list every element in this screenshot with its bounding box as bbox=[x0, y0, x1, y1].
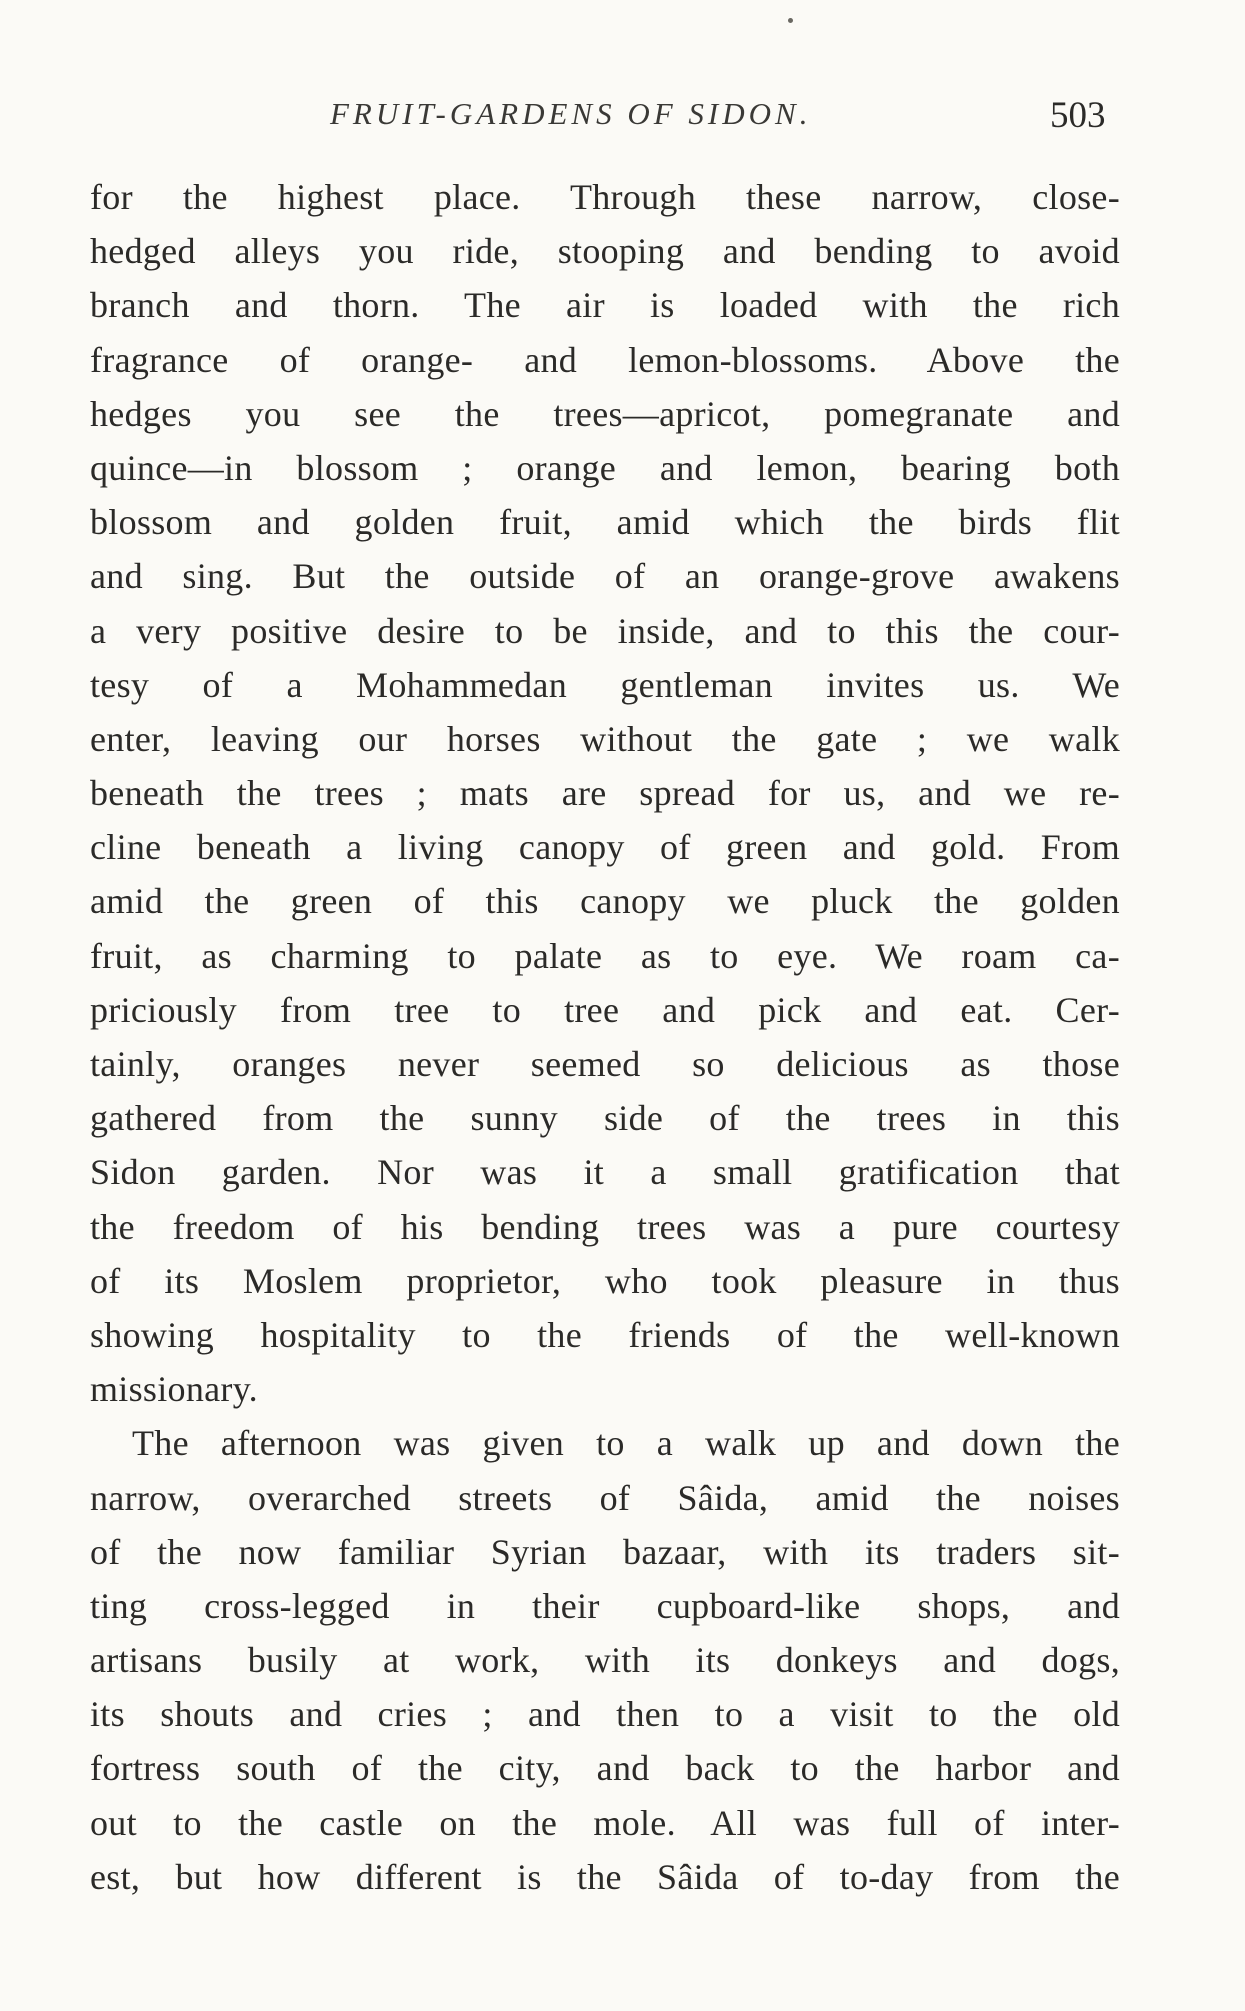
text-line: branch and thorn. The air is loaded with the rich bbox=[90, 285, 1120, 326]
paragraph-1 bbox=[90, 170, 1120, 1416]
text-line: fortress south of the city, and back to the harbor and bbox=[90, 1748, 1120, 1789]
text-line: showing hospitality to the friends of the well-known bbox=[90, 1314, 1120, 1355]
text-line: tesy of a Mohammedan gentleman invites us. We bbox=[90, 664, 1120, 705]
text-line: est, but how different is the Sâida of to-day from the bbox=[90, 1856, 1120, 1897]
text-line: narrow, overarched streets of Sâida, amid the noises bbox=[90, 1477, 1120, 1518]
text-line: cline beneath a living canopy of green and gold. From bbox=[90, 827, 1120, 868]
text-line: hedged alleys you ride, stooping and bending to avoid bbox=[90, 231, 1120, 272]
text-line: missionary. bbox=[90, 1369, 258, 1410]
text-line: ting cross-legged in their cupboard-like shops, and bbox=[90, 1585, 1120, 1626]
body-text bbox=[90, 170, 1120, 1904]
text-line: The afternoon was given to a walk up and down the bbox=[132, 1423, 1120, 1464]
text-line: fragrance of orange- and lemon-blossoms. Above the bbox=[90, 339, 1120, 380]
text-line: tainly, oranges never seemed so delicious as those bbox=[90, 1044, 1120, 1084]
text-line: priciously from tree to tree and pick and eat. Cer- bbox=[90, 989, 1120, 1030]
text-line: Sidon garden. Nor was it a small gratification that bbox=[90, 1152, 1120, 1193]
page-number: 503 bbox=[1050, 95, 1106, 136]
text-line: artisans busily at work, with its donkeys and dogs, bbox=[90, 1640, 1120, 1681]
text-line: blossom and golden fruit, amid which the birds flit bbox=[90, 502, 1120, 543]
text-line: the freedom of his bending trees was a pure courtesy bbox=[90, 1206, 1120, 1247]
text-line: hedges you see the trees—apricot, pomegranate and bbox=[90, 393, 1120, 434]
text-line: out to the castle on the mole. All was full of inter- bbox=[90, 1802, 1120, 1843]
text-line: enter, leaving our horses without the gate ; we walk bbox=[90, 718, 1120, 759]
text-line: gathered from the sunny side of the trees in this bbox=[90, 1098, 1120, 1139]
text-line: amid the green of this canopy we pluck the golden bbox=[90, 881, 1120, 922]
text-line: a very positive desire to be inside, and to this the cour- bbox=[90, 610, 1120, 651]
running-head: FRUIT-GARDENS OF SIDON. bbox=[330, 96, 812, 131]
text-line: quince—in blossom ; orange and lemon, bearing both bbox=[90, 447, 1120, 488]
text-line: fruit, as charming to palate as to eye. We roam ca- bbox=[90, 935, 1120, 976]
text-line: for the highest place. Through these narrow, close- bbox=[90, 177, 1120, 217]
text-line: of its Moslem proprietor, who took pleasure in thus bbox=[90, 1260, 1120, 1301]
ink-speck bbox=[788, 18, 793, 23]
text-line: its shouts and cries ; and then to a visit to the old bbox=[90, 1694, 1120, 1735]
paragraph-2 bbox=[90, 1416, 1120, 1904]
text-line: of the now familiar Syrian bazaar, with its traders sit- bbox=[90, 1531, 1120, 1572]
page-header bbox=[0, 88, 1245, 148]
text-line: and sing. But the outside of an orange-grove awakens bbox=[90, 556, 1120, 597]
text-line: beneath the trees ; mats are spread for us, and we re- bbox=[90, 773, 1120, 814]
